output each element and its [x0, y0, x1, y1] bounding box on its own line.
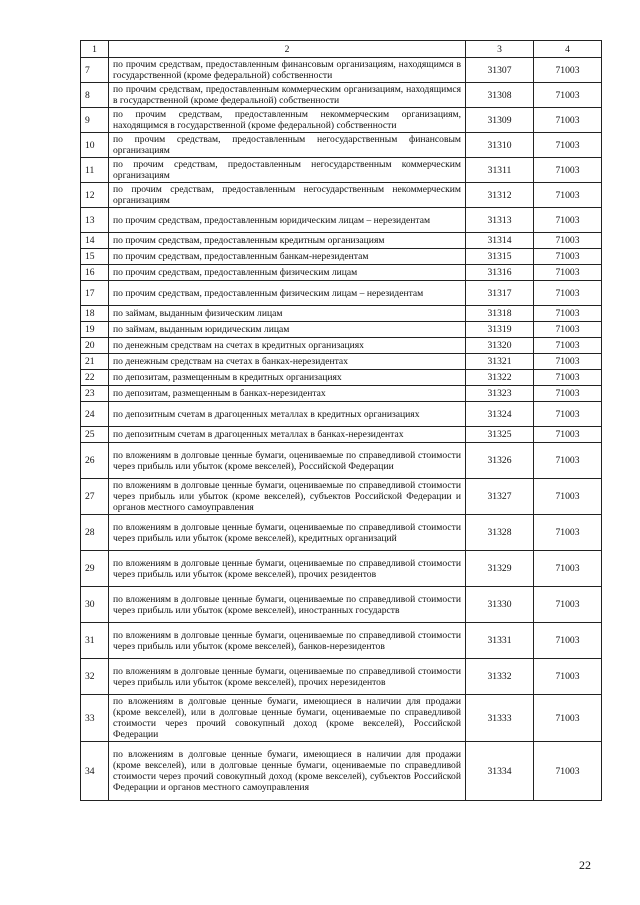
table-row	[81, 427, 602, 443]
row-symbol: 71003	[534, 551, 602, 587]
row-description: по денежным средствам на счетах в банках-нерезидентах	[109, 354, 466, 370]
row-description: по прочим средствам, предоставленным физическим лицам	[109, 265, 466, 281]
row-number: 28	[81, 515, 109, 551]
row-symbol: 71003	[534, 515, 602, 551]
row-account-code: 31322	[466, 370, 534, 386]
table-row	[81, 443, 602, 479]
row-account-code: 31318	[466, 306, 534, 322]
row-number: 15	[81, 249, 109, 265]
row-account-code: 31333	[466, 695, 534, 742]
row-description: по прочим средствам, предоставленным негосударственным некоммерческим организациям	[109, 183, 466, 208]
row-account-code: 31321	[466, 354, 534, 370]
row-number: 13	[81, 208, 109, 233]
page-number: 22	[579, 858, 591, 872]
table-row	[81, 479, 602, 515]
row-description: по прочим средствам, предоставленным банкам-нерезидентам	[109, 249, 466, 265]
table-row	[81, 108, 602, 133]
row-description: по вложениям в долговые ценные бумаги, оцениваемые по справедливой стоимости через прибыль или убыток (кроме векселей), кредитных организаций	[109, 515, 466, 551]
row-description: по прочим средствам, предоставленным финансовым организациям, находящимся в государственной (кроме федеральной) собственности	[109, 58, 466, 83]
row-description: по вложениям в долговые ценные бумаги, оцениваемые по справедливой стоимости через прибыль или убыток (кроме векселей), прочих резидентов	[109, 551, 466, 587]
table-row	[81, 265, 602, 281]
row-description: по депозитам, размещенным в кредитных организациях	[109, 370, 466, 386]
row-description: по денежным средствам на счетах в кредитных организациях	[109, 338, 466, 354]
header-col-1: 1	[81, 41, 109, 58]
row-description: по прочим средствам, предоставленным коммерческим организациям, находящимся в государственной (кроме федеральной) собственности	[109, 83, 466, 108]
row-description: по депозитным счетам в драгоценных металлах в банках-нерезидентах	[109, 427, 466, 443]
row-account-code: 31319	[466, 322, 534, 338]
row-symbol: 71003	[534, 479, 602, 515]
row-symbol: 71003	[534, 306, 602, 322]
row-description: по займам, выданным физическим лицам	[109, 306, 466, 322]
row-number: 24	[81, 402, 109, 427]
row-symbol: 71003	[534, 83, 602, 108]
row-account-code: 31308	[466, 83, 534, 108]
table-row	[81, 306, 602, 322]
row-account-code: 31330	[466, 587, 534, 623]
row-account-code: 31323	[466, 386, 534, 402]
row-symbol: 71003	[534, 443, 602, 479]
table-row	[81, 386, 602, 402]
row-number: 9	[81, 108, 109, 133]
row-account-code: 31307	[466, 58, 534, 83]
row-symbol: 71003	[534, 587, 602, 623]
row-number: 18	[81, 306, 109, 322]
table-row	[81, 354, 602, 370]
row-number: 26	[81, 443, 109, 479]
table-row	[81, 515, 602, 551]
row-description: по вложениям в долговые ценные бумаги, оцениваемые по справедливой стоимости через прибыль или убыток (кроме векселей), иностранных государств	[109, 587, 466, 623]
row-symbol: 71003	[534, 742, 602, 801]
row-symbol: 71003	[534, 338, 602, 354]
row-account-code: 31334	[466, 742, 534, 801]
row-account-code: 31311	[466, 158, 534, 183]
row-number: 14	[81, 233, 109, 249]
table-row	[81, 281, 602, 306]
row-account-code: 31325	[466, 427, 534, 443]
row-description: по прочим средствам, предоставленным юридическим лицам – нерезидентам	[109, 208, 466, 233]
row-number: 11	[81, 158, 109, 183]
table-row	[81, 659, 602, 695]
row-description: по депозитам, размещенным в банках-нерезидентах	[109, 386, 466, 402]
row-account-code: 31314	[466, 233, 534, 249]
row-number: 22	[81, 370, 109, 386]
row-account-code: 31310	[466, 133, 534, 158]
row-account-code: 31312	[466, 183, 534, 208]
table-row	[81, 623, 602, 659]
table-row	[81, 338, 602, 354]
table-row	[81, 183, 602, 208]
row-number: 21	[81, 354, 109, 370]
table-row	[81, 742, 602, 801]
row-number: 23	[81, 386, 109, 402]
row-symbol: 71003	[534, 354, 602, 370]
table-row	[81, 208, 602, 233]
table-row	[81, 551, 602, 587]
row-account-code: 31332	[466, 659, 534, 695]
row-account-code: 31324	[466, 402, 534, 427]
row-number: 10	[81, 133, 109, 158]
row-symbol: 71003	[534, 208, 602, 233]
row-number: 27	[81, 479, 109, 515]
row-symbol: 71003	[534, 133, 602, 158]
row-number: 19	[81, 322, 109, 338]
row-number: 30	[81, 587, 109, 623]
row-number: 32	[81, 659, 109, 695]
row-description: по депозитным счетам в драгоценных металлах в кредитных организациях	[109, 402, 466, 427]
row-number: 33	[81, 695, 109, 742]
row-description: по вложениям в долговые ценные бумаги, имеющиеся в наличии для продажи (кроме векселей), или в долговые ценные бумаги, оцениваемые по справедливой стоимости через прочий совокупный доход (кроме векселей), субъектов Российской Федерации и органов местного самоуправления	[109, 742, 466, 801]
row-symbol: 71003	[534, 695, 602, 742]
row-symbol: 71003	[534, 322, 602, 338]
table-row	[81, 233, 602, 249]
row-number: 34	[81, 742, 109, 801]
table-row	[81, 58, 602, 83]
row-symbol: 71003	[534, 108, 602, 133]
row-description: по вложениям в долговые ценные бумаги, оцениваемые по справедливой стоимости через прибыль или убыток (кроме векселей), субъектов Российской Федерации и органов местного самоуправления	[109, 479, 466, 515]
row-symbol: 71003	[534, 281, 602, 306]
header-row	[81, 41, 602, 58]
accounts-table	[80, 40, 602, 801]
row-account-code: 31309	[466, 108, 534, 133]
row-description: по вложениям в долговые ценные бумаги, оцениваемые по справедливой стоимости через прибыль или убыток (кроме векселей), банков-нерезидентов	[109, 623, 466, 659]
header-col-2: 2	[109, 41, 466, 58]
row-description: по займам, выданным юридическим лицам	[109, 322, 466, 338]
table-row	[81, 83, 602, 108]
row-description: по прочим средствам, предоставленным некоммерческим организациям, находящимся в государственной (кроме федеральной) собственности	[109, 108, 466, 133]
row-account-code: 31317	[466, 281, 534, 306]
row-account-code: 31326	[466, 443, 534, 479]
row-number: 8	[81, 83, 109, 108]
row-description: по прочим средствам, предоставленным физическим лицам – нерезидентам	[109, 281, 466, 306]
row-symbol: 71003	[534, 158, 602, 183]
row-symbol: 71003	[534, 659, 602, 695]
row-number: 16	[81, 265, 109, 281]
table-row	[81, 402, 602, 427]
row-account-code: 31313	[466, 208, 534, 233]
row-number: 12	[81, 183, 109, 208]
header-col-4: 4	[534, 41, 602, 58]
header-col-3: 3	[466, 41, 534, 58]
row-number: 7	[81, 58, 109, 83]
row-symbol: 71003	[534, 370, 602, 386]
row-account-code: 31316	[466, 265, 534, 281]
row-account-code: 31331	[466, 623, 534, 659]
row-account-code: 31329	[466, 551, 534, 587]
row-description: по прочим средствам, предоставленным негосударственным коммерческим организациям	[109, 158, 466, 183]
row-symbol: 71003	[534, 402, 602, 427]
row-account-code: 31328	[466, 515, 534, 551]
row-symbol: 71003	[534, 233, 602, 249]
row-account-code: 31315	[466, 249, 534, 265]
row-number: 20	[81, 338, 109, 354]
row-account-code: 31327	[466, 479, 534, 515]
row-description: по вложениям в долговые ценные бумаги, оцениваемые по справедливой стоимости через прибыль или убыток (кроме векселей), прочих нерезидентов	[109, 659, 466, 695]
table-row	[81, 133, 602, 158]
table-row	[81, 322, 602, 338]
row-symbol: 71003	[534, 623, 602, 659]
row-description: по вложениям в долговые ценные бумаги, оцениваемые по справедливой стоимости через прибыль или убыток (кроме векселей), Российской Федерации	[109, 443, 466, 479]
row-symbol: 71003	[534, 265, 602, 281]
row-description: по прочим средствам, предоставленным негосударственным финансовым организациям	[109, 133, 466, 158]
row-account-code: 31320	[466, 338, 534, 354]
row-number: 29	[81, 551, 109, 587]
row-symbol: 71003	[534, 183, 602, 208]
row-symbol: 71003	[534, 58, 602, 83]
table-row	[81, 695, 602, 742]
row-symbol: 71003	[534, 386, 602, 402]
row-description: по вложениям в долговые ценные бумаги, имеющиеся в наличии для продажи (кроме векселей), или в долговые ценные бумаги, оцениваемые по справедливой стоимости через прочий совокупный доход (кроме векселей), Российской Федерации	[109, 695, 466, 742]
table-row	[81, 587, 602, 623]
row-symbol: 71003	[534, 249, 602, 265]
row-number: 17	[81, 281, 109, 306]
row-description: по прочим средствам, предоставленным кредитным организациям	[109, 233, 466, 249]
row-number: 25	[81, 427, 109, 443]
table-row	[81, 370, 602, 386]
row-symbol: 71003	[534, 427, 602, 443]
table-row	[81, 158, 602, 183]
row-number: 31	[81, 623, 109, 659]
table-row	[81, 249, 602, 265]
